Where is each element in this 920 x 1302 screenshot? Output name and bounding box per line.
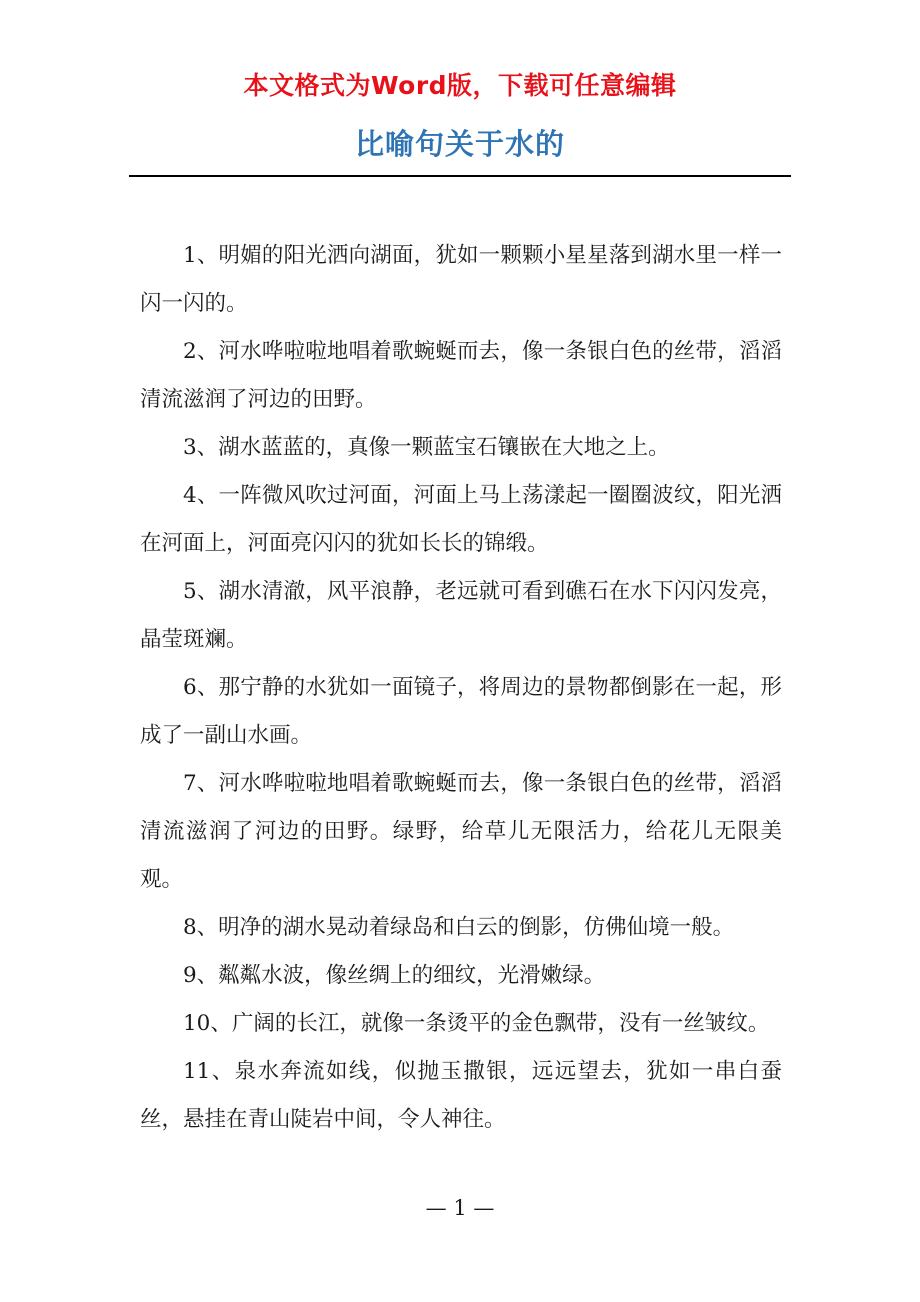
paragraph-1: 1、明媚的阳光洒向湖面，犹如一颗颗小星星落到湖水里一样一闪一闪的。 <box>140 243 782 316</box>
document-title: 比喻句关于水的 <box>354 127 565 161</box>
format-notice-banner: 本文格式为Word版，下载可任意编辑 <box>243 71 677 100</box>
paragraph-6: 6、那宁静的水犹如一面镜子，将周边的景物都倒影在一起，形成了一副山水画。 <box>140 675 782 748</box>
page-number: — 1 — <box>425 1196 495 1220</box>
paragraph-8: 8、明净的湖水晃动着绿岛和白云的倒影，仿佛仙境一般。 <box>183 915 735 940</box>
paragraph-4: 4、一阵微风吹过河面，河面上马上荡漾起一圈圈波纹，阳光洒在河面上，河面亮闪闪的犹如长长的锦缎。 <box>140 483 782 556</box>
paragraph-5: 5、湖水清澈，风平浪静，老远就可看到礁石在水下闪闪发亮，晶莹斑斓。 <box>140 579 782 652</box>
paragraph-7: 7、河水哗啦啦地唱着歌蜿蜒而去，像一条银白色的丝带，滔滔清流滋润了河边的田野。绿野，给草儿无限活力，给花儿无限美观。 <box>140 771 782 892</box>
paragraph-11: 11、泉水奔流如线，似抛玉撒银，远远望去，犹如一串白蚕丝，悬挂在青山陡岩中间，令人神往。 <box>140 1059 782 1132</box>
title-divider <box>129 175 791 177</box>
document-body <box>140 232 782 1144</box>
paragraph-3: 3、湖水蓝蓝的，真像一颗蓝宝石镶嵌在大地之上。 <box>183 435 670 460</box>
paragraph-2: 2、河水哗啦啦地唱着歌蜿蜒而去，像一条银白色的丝带，滔滔清流滋润了河边的田野。 <box>140 339 782 412</box>
paragraph-10: 10、广阔的长江，就像一条烫平的金色飘带，没有一丝皱纹。 <box>183 1011 770 1036</box>
paragraph-9: 9、粼粼水波，像丝绸上的细纹，光滑嫩绿。 <box>183 963 606 988</box>
